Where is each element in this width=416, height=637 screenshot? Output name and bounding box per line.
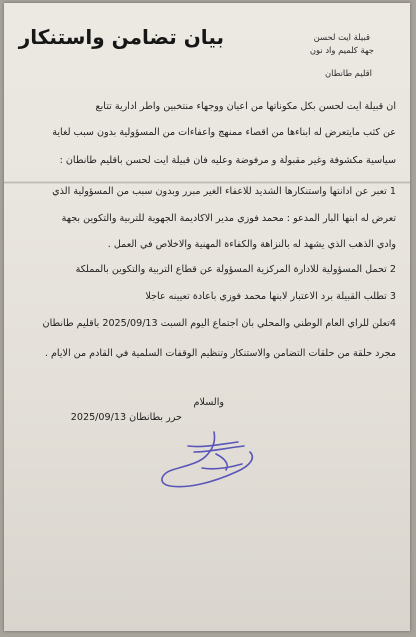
point-2: 2 تحمل المسؤولية للادارة المركزية المسؤولة عن قطاع التربية والتكوين بالمملكة [75,264,396,275]
point-1-line-2: تعرض له ابنها البار المدعو : محمد فوزي مدير الاكاديمة الجهوية للتربية والتكوين بجهة [61,213,396,224]
signed-place-date: حرر بطانطان 2025/09/13 [70,412,182,423]
intro-line-1: ان قبيلة ايت لحسن بكل مكوناتها من اعيان ووجهاء منتخبين واطر ادارية تتابع [95,101,396,112]
handwritten-signature [154,428,264,490]
intro-line-3: سياسية مكشوفة وغير مقبولة و مرفوضة وعليه فان قبيلة ايت لحسن باقليم طانطان : [59,155,396,166]
closing-salutation: والسلام [193,397,224,408]
org-region: جهة كلميم واد نون [309,45,374,55]
letter-page [4,3,410,631]
point-1-line-3: وادي الذهب الذي يشهد له بالنزاهة والكفاءة المهنية والاخلاص في العمل . [107,239,396,250]
org-province: اقليم طانطان [325,68,372,78]
point-4-line-2: مجرد حلقة من حلقات التضامن والاستنكار وتنظيم الوقفات السلمية في القادم من الايام . [44,348,396,359]
paper-fold-crease [4,181,410,184]
org-name: قبيلة ايت لحسن [313,32,370,42]
document-title: بيان تضامن واستنكار [18,25,224,49]
point-4-line-1: 4تعلن للراي العام الوطني والمحلي بان اجتماع اليوم السبت 2025/09/13 باقليم طانطان [42,318,396,329]
point-3: 3 تطلب القبيلة برد الاعتبار لابنها محمد فوزي باعادة تعيينه عاجلا [145,291,396,302]
intro-line-2: عن كثب مايتعرض له ابناءها من اقصاء ممنهج واعفاءات من المسؤولية بدون سبب لغاية [52,127,396,138]
point-1-line-1: 1 تعبر عن ادانتها واستنكارها الشديد للاعفاء الغير مبرر وبدون سبب من المسؤولية الذي [52,186,396,197]
